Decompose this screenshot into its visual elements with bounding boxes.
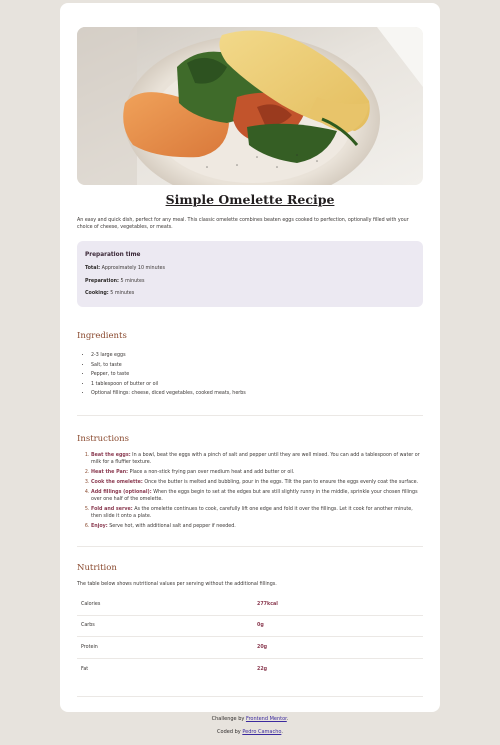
frontend-mentor-link[interactable]: Frontend Mentor [245,716,287,722]
nutrient-value: 22g [257,666,268,672]
preparation-time-box [77,241,423,307]
instruction-step [91,506,423,520]
prep-label: Preparation: [85,278,119,284]
step-text: In a bowl, beat the eggs with a pinch of salt and pepper until they are well mixed. You can add a tablespoon of water or milk for a fluffier texture. [91,452,420,465]
table-row [77,658,423,680]
divider [77,415,423,416]
list-item: • 1 tablespoon of butter or oil [91,380,423,390]
nutrient-name: Fat [81,666,89,672]
step-text: Once the butter is melted and bubbling, pour in the eggs. Tilt the pan to ensure the eggs evenly coat the surface. [144,479,419,485]
prep-item-preparation [85,278,415,285]
prep-item-cooking [85,290,415,297]
page-title: Simple Omelette Recipe [165,192,335,207]
prep-label: Total: [85,266,101,271]
table-row [77,594,423,616]
divider [77,696,423,697]
nutrition-table [77,594,423,680]
footer-credit: Coded by Pedro Camacho. [217,729,283,735]
step-text: Serve hot, with additional salt and pepper if needed. [109,523,236,529]
prep-item-total [85,265,415,272]
prep-value: 5 minutes [110,291,135,296]
step-text: When the eggs begin to set at the edges but are still slightly runny in the middle, sprinkle your chosen fillings over one half of the omelette. [91,489,418,502]
nutrient-name: Protein [77,637,257,659]
instruction-step [91,452,423,466]
table-row [77,637,423,659]
divider [77,546,423,547]
prep-label: Cooking: [85,291,109,296]
table-row [77,615,423,637]
instruction-step [91,479,423,486]
nutrition-heading: Nutrition [77,562,117,573]
step-label: Heat the Pan: [91,469,129,475]
ingredients-heading: Ingredients [77,331,127,341]
ingredients-list [77,351,423,399]
recipe-intro: An easy and quick dish, perfect for any meal. This classic omelette combines beaten eggs cooked to perfection, optionally filled with your choice of cheese, vegetables, or meats. [77,218,409,230]
nutrition-description: The table below shows nutritional values per serving without the additional fillings. [77,581,277,587]
instructions-list [77,452,423,530]
step-text: As the omelette continues to cook, carefully lift one edge and fold it over the fillings. Let it cook for another minute, then slide it onto a plate. [91,506,413,519]
preparation-list [85,265,415,297]
nutrient-value: 277kcal [257,594,423,616]
ingredients-section [77,331,423,399]
nutrition-section [77,563,423,697]
instructions-section [77,434,423,530]
step-label: Beat the eggs: [91,452,131,458]
omelette-photo [77,27,423,185]
author-link[interactable]: Pedro Camacho [242,729,282,735]
footer-challenge-text: Challenge by [211,716,245,722]
recipe-card [60,3,440,712]
nutrient-value: 20g [257,637,423,659]
step-label: Add fillings (optional): [91,489,152,495]
list-item: • 2-3 large eggs [91,351,423,361]
nutrient-value: 0g [257,615,423,637]
list-item: • Optional fillings: cheese, diced vegetables, cooked meats, herbs [91,389,423,399]
instruction-step [91,489,423,503]
step-label: Cook the omelette: [91,479,143,485]
instruction-step [91,469,423,476]
list-item: • Salt, to taste [91,361,423,371]
footer-challenge: Challenge by Frontend Mentor. [211,716,289,722]
prep-value: Approximately 10 minutes [101,266,165,271]
step-label: Enjoy: [91,523,108,529]
instruction-step [91,523,423,530]
preparation-heading: Preparation time [85,252,141,258]
step-label: Fold and serve: [91,506,133,512]
nutrient-name: Carbs [77,615,257,637]
nutrient-name: Calories [77,594,257,616]
prep-value: 5 minutes [120,278,145,284]
footer-coded-text: Coded by [217,729,241,735]
instructions-heading: Instructions [77,433,129,444]
list-item: • Pepper, to taste [91,370,423,380]
step-text: Place a non-stick frying pan over medium heat and add butter or oil. [129,469,295,475]
